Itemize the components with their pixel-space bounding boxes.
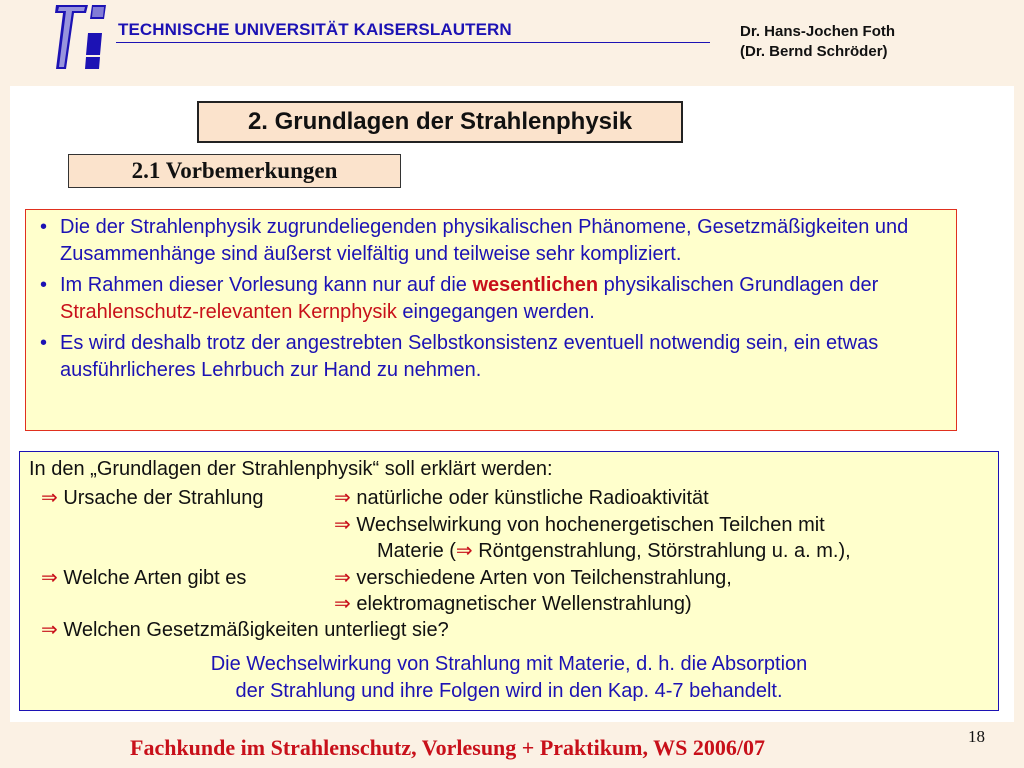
section-title: 2. Grundlagen der Strahlenphysik <box>197 101 683 143</box>
arrow-icon: ⇒ <box>41 619 58 641</box>
answer-interaction-cont-a: Materie ( <box>377 540 456 562</box>
answer-row <box>334 565 732 590</box>
footer-text: Fachkunde im Strahlenschutz, Vorlesung + Praktikum, WS 2006/07 <box>130 735 765 760</box>
arrow-icon: ⇒ <box>41 487 58 509</box>
answer-row <box>334 485 709 510</box>
answer-row <box>334 512 825 537</box>
arrow-icon: ⇒ <box>334 567 351 589</box>
intro-bullet-2 <box>34 272 956 325</box>
question-cause: Ursache der Strahlung <box>63 487 264 509</box>
bullet-dot: • <box>40 332 48 354</box>
topic-row-types <box>41 565 246 590</box>
emphasis-kernphysik: Strahlenschutz-relevanten Kernphysik <box>60 300 397 323</box>
conclusion-line-2: der Strahlung und ihre Folgen wird in den Kap. 4-7 behandelt. <box>235 680 783 702</box>
bullet-dot: • <box>40 216 48 238</box>
arrow-icon: ⇒ <box>334 593 351 615</box>
topics-box <box>19 451 999 711</box>
answer-interaction: Wechselwirkung von hochenergetischen Teilchen mit <box>356 514 825 536</box>
topic-row-cause <box>41 485 263 510</box>
answer-row <box>334 591 692 616</box>
co-author-name: (Dr. Bernd Schröder) <box>740 43 888 60</box>
author-block <box>740 22 895 62</box>
subsection-title: 2.1 Vorbemerkungen <box>68 154 401 188</box>
arrow-icon: ⇒ <box>41 567 58 589</box>
intro-bullet-1 <box>34 214 956 267</box>
answer-particle-radiation: verschiedene Arten von Teilchenstrahlung, <box>356 567 732 589</box>
answer-row-continued <box>377 538 851 563</box>
intro-bullet-2-text-a: Im Rahmen dieser Vorlesung kann nur auf die <box>60 274 473 296</box>
intro-bullet-3-text: Es wird deshalb trotz der angestrebten Selbstkonsistenz eventuell notwendig sein, ein etwas ausführlicheres Lehrbuch zur Hand zu nehmen. <box>60 332 879 381</box>
answer-radioactivity: natürliche oder künstliche Radioaktivität <box>356 487 709 509</box>
conclusion-line-1: Die Wechselwirkung von Strahlung mit Materie, d. h. die Absorption <box>210 653 808 675</box>
intro-bullet-1-text: Die der Strahlenphysik zugrundeliegenden physikalischen Phänomene, Gesetzmäßigkeiten und Zusammenhänge sind äußerst vielfältig und teilweise sehr kompliziert. <box>60 216 909 265</box>
university-name: TECHNISCHE UNIVERSITÄT KAISERSLAUTERN <box>118 20 512 39</box>
topic-row-laws <box>41 617 449 642</box>
arrow-icon: ⇒ <box>455 540 473 562</box>
intro-bullet-3 <box>34 330 956 383</box>
bullet-dot: • <box>40 274 48 296</box>
emphasis-wesentlichen: wesentlichen <box>472 274 599 296</box>
tu-logo-icon <box>52 3 110 71</box>
page-number: 18 <box>968 727 985 746</box>
header-rule <box>116 42 710 43</box>
question-laws: Welchen Gesetzmäßigkeiten unterliegt sie? <box>63 619 449 641</box>
intro-bullet-2-text-b: physikalischen Grundlagen der <box>598 274 879 296</box>
answer-interaction-cont-b: Röntgenstrahlung, Störstrahlung u. a. m.), <box>478 540 851 562</box>
question-types: Welche Arten gibt es <box>63 567 247 589</box>
answer-em-radiation: elektromagnetischer Wellenstrahlung) <box>356 593 692 615</box>
arrow-icon: ⇒ <box>334 514 351 536</box>
author-name: Dr. Hans-Jochen Foth <box>740 23 896 40</box>
intro-box <box>25 209 957 431</box>
intro-bullet-2-text-c: eingegangen werden. <box>396 300 595 323</box>
arrow-icon: ⇒ <box>334 487 351 509</box>
topics-heading: In den „Grundlagen der Strahlenphysik“ soll erklärt werden: <box>29 458 553 480</box>
